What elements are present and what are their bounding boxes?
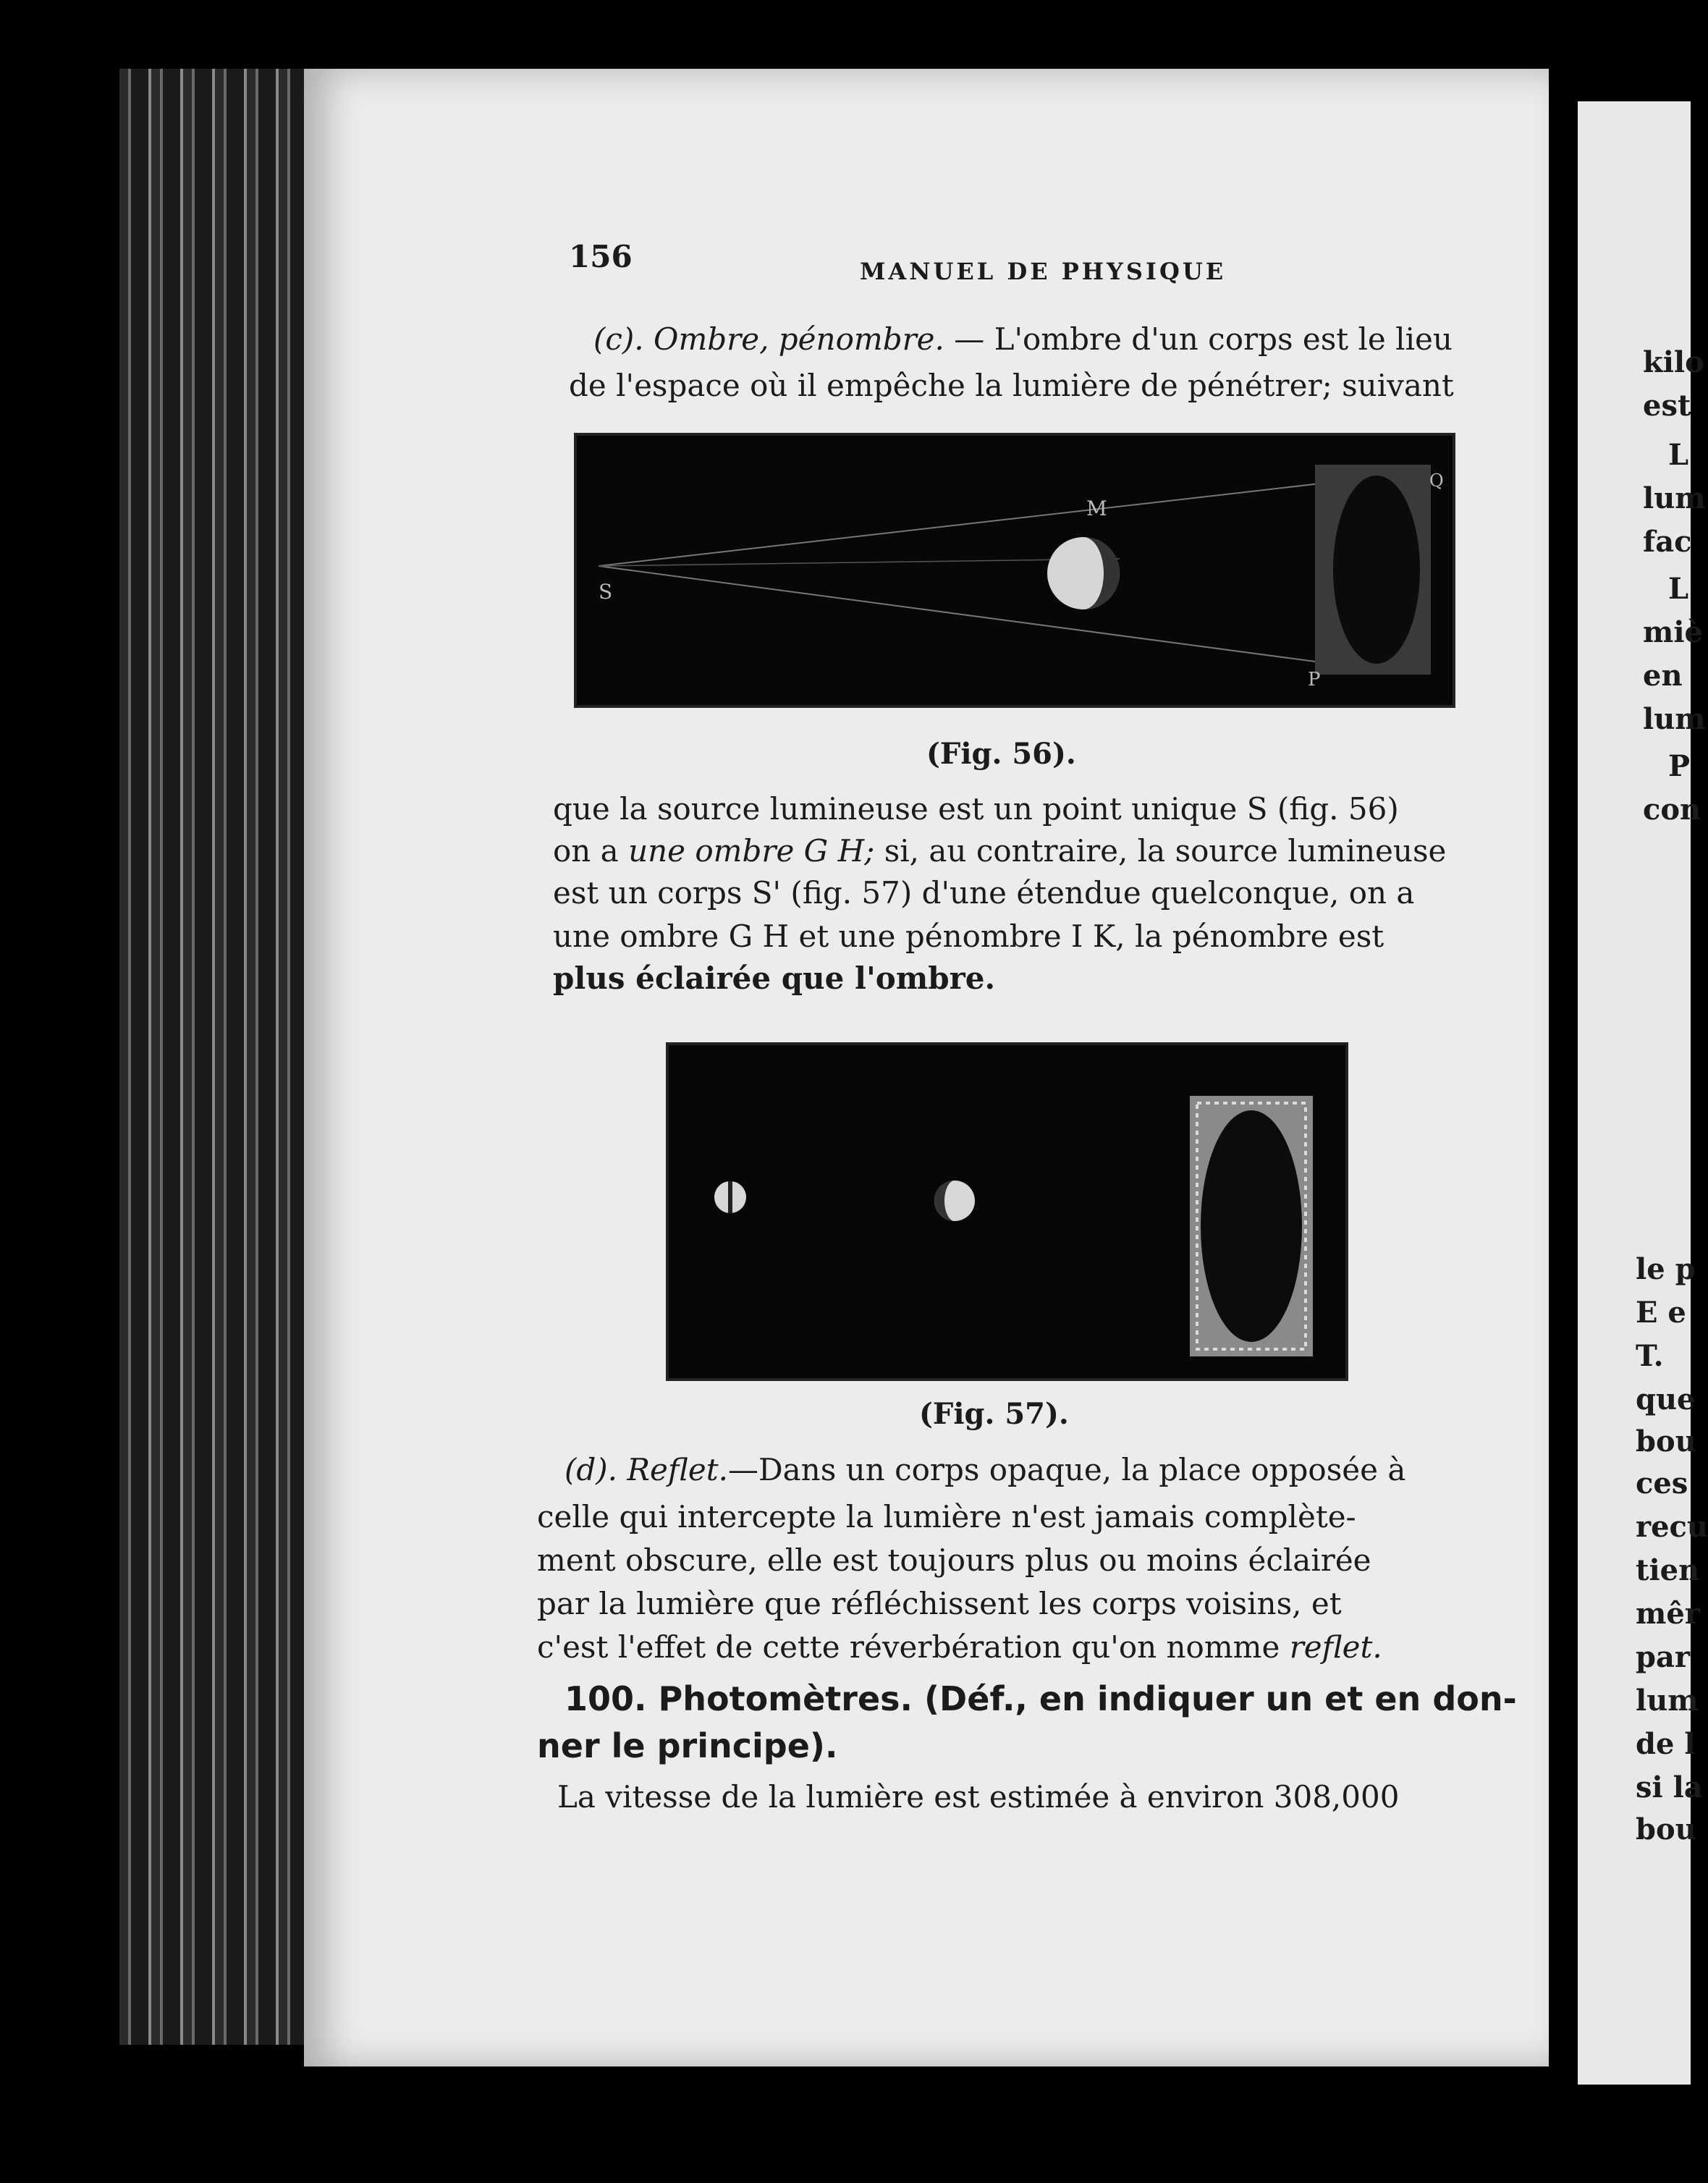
para-d-line-1-text: —Dans un corps opaque, la place opposée à bbox=[727, 1452, 1406, 1487]
para-c-cont-line-2-a: on a bbox=[553, 833, 629, 869]
right-page-line: lum bbox=[1643, 702, 1706, 736]
figure-56-caption: (Fig. 56). bbox=[926, 737, 1076, 771]
para-d-label: (d). bbox=[565, 1452, 618, 1487]
para-c-cont-line-1: que la source lumineuse est un point unique S (fig. 56) bbox=[553, 791, 1399, 827]
para-c-line-1 bbox=[593, 321, 1453, 357]
right-page-line: ces bbox=[1636, 1466, 1688, 1500]
para-d-line-3: ment obscure, elle est toujours plus ou moins éclairée bbox=[537, 1542, 1371, 1578]
right-page-line: le p bbox=[1636, 1252, 1696, 1286]
figure-56-label-q: Q bbox=[1429, 470, 1444, 491]
right-page-line: de l bbox=[1636, 1727, 1696, 1761]
figure-57-shadow bbox=[1201, 1110, 1302, 1342]
para-c-label: (c). bbox=[593, 321, 644, 357]
right-page-line: lum bbox=[1636, 1684, 1699, 1718]
right-page-line: si la bbox=[1636, 1770, 1703, 1804]
right-page-line: est bbox=[1643, 389, 1691, 423]
para-c-cont-line-4: une ombre G H et une pénombre I K, la pénombre est bbox=[553, 919, 1384, 954]
section-100-text-line-1: La vitesse de la lumière est estimée à environ 308,000 bbox=[557, 1779, 1400, 1815]
figure-56-label-s: S bbox=[599, 580, 613, 604]
right-page-line: lum bbox=[1643, 481, 1706, 515]
book-page-edges bbox=[119, 69, 308, 2045]
right-page-line: E e bbox=[1636, 1296, 1686, 1330]
figure-56-label-p: P bbox=[1308, 669, 1321, 691]
figure-57-caption: (Fig. 57). bbox=[919, 1397, 1069, 1431]
right-page-line: bou bbox=[1636, 1812, 1696, 1846]
para-c-line-1-text: — L'ombre d'un corps est le lieu bbox=[954, 321, 1453, 357]
right-page-line: tien bbox=[1636, 1553, 1700, 1587]
right-page-line: recu bbox=[1636, 1510, 1708, 1544]
right-page-line: fac bbox=[1643, 525, 1692, 559]
para-c-title: Ombre, pénombre. bbox=[654, 321, 944, 357]
figure-57-illustration bbox=[669, 1045, 1345, 1378]
running-head: MANUEL DE PHYSIQUE bbox=[860, 258, 1227, 285]
para-c-cont-line-5: plus éclairée que l'ombre. bbox=[553, 960, 996, 996]
page-number: 156 bbox=[569, 239, 633, 274]
para-d-line-5 bbox=[537, 1629, 1382, 1665]
right-page-line: mêr bbox=[1636, 1597, 1700, 1631]
right-page-line: kilo bbox=[1643, 345, 1704, 379]
para-d-line-4: par la lumière que réfléchissent les corps voisins, et bbox=[537, 1586, 1342, 1621]
para-c-line-2: de l'espace où il empêche la lumière de pénétrer; suivant bbox=[569, 368, 1454, 403]
para-d-title: Reflet. bbox=[627, 1452, 728, 1487]
right-page-line: par bbox=[1636, 1640, 1690, 1674]
right-page-line: P bbox=[1668, 749, 1691, 783]
figure-57 bbox=[666, 1042, 1348, 1381]
para-d-line-1 bbox=[565, 1452, 1406, 1487]
para-c-cont-line-2-c: si, au contraire, la source lumineuse bbox=[874, 833, 1447, 869]
para-d-line-2: celle qui intercepte la lumière n'est jamais complète- bbox=[537, 1499, 1356, 1534]
figure-56 bbox=[574, 433, 1455, 708]
figure-56-shadow bbox=[1333, 476, 1420, 664]
right-page-line: bou bbox=[1636, 1424, 1696, 1458]
right-page-line: L bbox=[1668, 572, 1689, 606]
section-100-heading-line-2: ner le principe). bbox=[537, 1726, 838, 1765]
para-d-line-5-b: reflet. bbox=[1289, 1629, 1382, 1665]
right-page-line: T. bbox=[1636, 1339, 1664, 1373]
right-page-line: miè bbox=[1643, 615, 1703, 649]
right-page-line: en bbox=[1643, 659, 1683, 693]
para-c-cont-line-2-b: une ombre G H; bbox=[628, 833, 875, 869]
section-100-heading-line-1: 100. Photomètres. (Déf., en indiquer un et en don- bbox=[565, 1679, 1517, 1718]
para-d-line-5-a: c'est l'effet de cette réverbération qu'on nomme bbox=[537, 1629, 1290, 1665]
figure-56-label-m: M bbox=[1086, 497, 1107, 520]
right-page-line: L bbox=[1668, 438, 1689, 472]
figure-56-illustration bbox=[577, 436, 1453, 705]
right-page-line: que bbox=[1636, 1382, 1696, 1416]
right-page-line: con bbox=[1643, 793, 1701, 827]
para-c-cont-line-3: est un corps S' (fig. 57) d'une étendue quelconque, on a bbox=[553, 875, 1415, 911]
para-c-cont-line-2 bbox=[553, 833, 1447, 869]
